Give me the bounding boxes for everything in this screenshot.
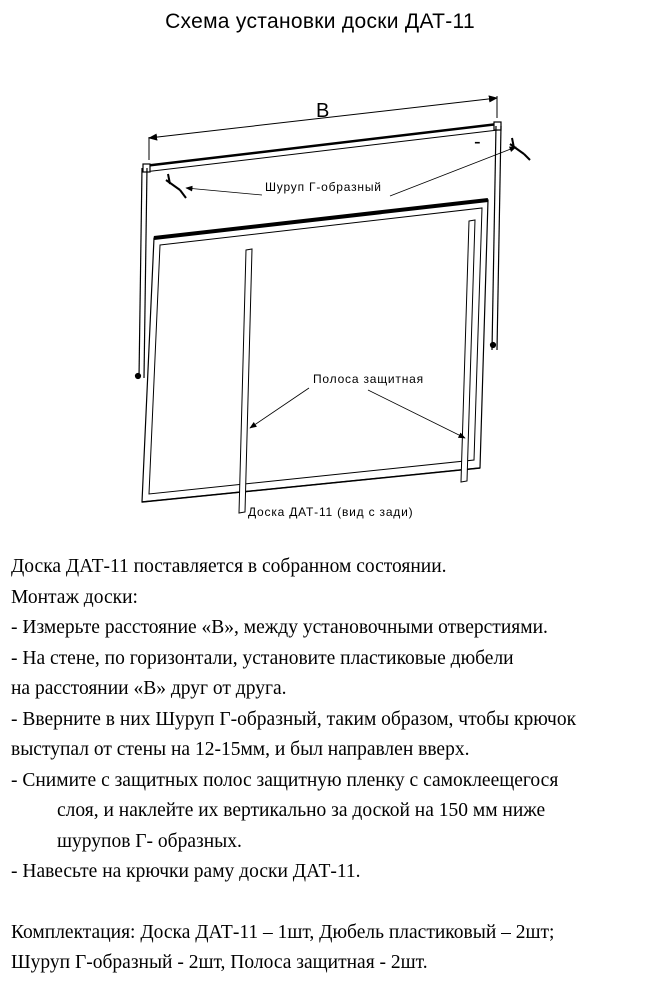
instructions-block (11, 552, 666, 979)
board-label: Доска ДАТ-11 (вид с зади) (248, 505, 414, 519)
page-title: Схема установки доски ДАТ-11 (165, 10, 475, 33)
hook-screw-left-icon (166, 174, 186, 198)
step-hang: - Навесьте на крючки раму доски ДАТ-11. (11, 861, 361, 882)
spacer (11, 888, 666, 918)
minus-mark: - (474, 131, 481, 153)
protective-strips (239, 220, 475, 513)
mounting-heading: Монтаж доски: (11, 586, 138, 608)
strip-label: Полоса защитная (313, 372, 424, 386)
kit-line-1: Комплектация: Доска ДАТ-11 – 1шт, Дюбель пластиковый – 2шт; (11, 921, 555, 943)
step-dowels: - На стене, по горизонтали, установите пластиковые дюбели (11, 647, 514, 669)
step-measure: - Измерьте расстояние «В», между установочными отверстиями. (11, 617, 548, 638)
step-strips: - Снимите с защитных полос защитную пленку с самоклеещегося (11, 769, 559, 791)
mounting-bar (143, 122, 501, 172)
side-rails (136, 126, 502, 379)
screw-label: Шуруп Г-образный (265, 180, 382, 194)
dimension-label: B (316, 100, 330, 122)
step-dowels-cont: на расстоянии «В» друг от друга. (11, 678, 287, 699)
board-frame (142, 200, 488, 502)
step-screws: - Вверните в них Шуруп Г-образный, таким образом, чтобы крючок (11, 708, 577, 730)
step-strips-cont-1: слоя, и наклейте их вертикально за доской на 150 мм ниже (57, 800, 546, 821)
step-screws-cont: выступал от стены на 12-15мм, и был направлен вверх. (11, 739, 470, 760)
kit-line-2: Шуруп Г-образный - 2шт, Полоса защитная - 2шт. (11, 952, 428, 973)
hook-screw-right-icon (510, 138, 530, 160)
intro-line: Доска ДАТ-11 поставляется в собранном состоянии. (11, 556, 447, 577)
step-strips-cont-2: шурупов Г- образных. (57, 830, 242, 852)
